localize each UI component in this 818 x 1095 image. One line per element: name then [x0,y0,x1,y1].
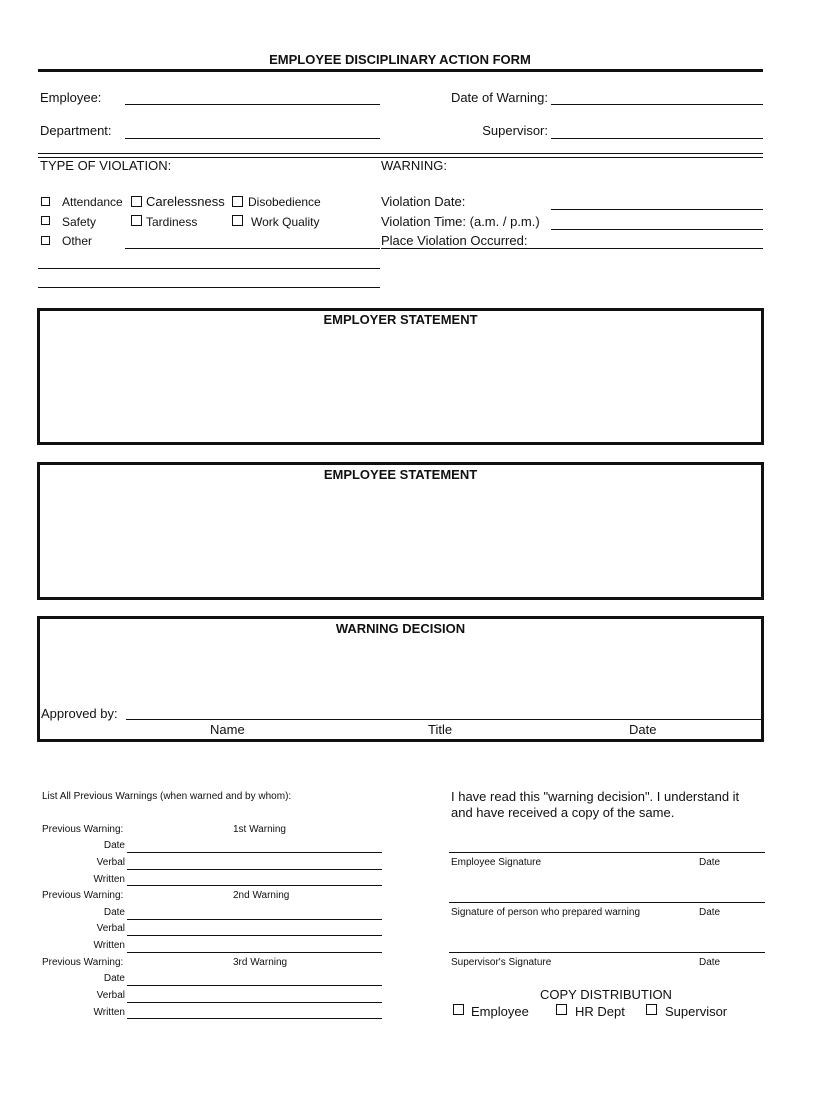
employer-statement-box[interactable] [37,308,764,445]
copy-employee-label: Employee [471,1004,529,1019]
tardiness-label: Tardiness [146,215,198,229]
supervisor-input[interactable] [551,122,761,136]
previous-warning-3-label: Previous Warning: [42,957,124,968]
supervisor-signature-input[interactable] [449,936,763,950]
date-of-warning-label: Date of Warning: [450,90,548,105]
employer-statement-heading: EMPLOYER STATEMENT [323,312,478,327]
warning-1-verbal-label: Verbal [96,857,125,868]
warning-decision-box[interactable] [37,616,764,742]
carelessness-label: Carelessness [146,194,225,209]
warning-3-verbal-line [127,1002,382,1003]
warning-1-date-input[interactable] [127,839,381,852]
acknowledgement-text-2: and have received a copy of the same. [451,805,675,820]
supervisor-signature-date-label: Date [699,957,721,968]
warning-2-date-input[interactable] [127,906,381,919]
tardiness-checkbox[interactable] [131,215,142,226]
previous-warning-1-label: Previous Warning: [42,824,124,835]
previous-warning-2-label: Previous Warning: [42,890,124,901]
warning-3-written-line [127,1018,382,1019]
copy-supervisor-label: Supervisor [665,1004,728,1019]
other-label: Other [62,234,93,248]
safety-label: Safety [62,215,97,229]
copy-supervisor-checkbox[interactable] [646,1004,657,1015]
warning-3-title: 3rd Warning [233,957,288,968]
violation-date-line [551,209,763,210]
warning-2-title: 2nd Warning [233,890,290,901]
warning-1-written-label: Written [93,874,125,885]
employee-signature-line [449,852,765,853]
warning-2-verbal-label: Verbal [96,923,125,934]
employee-input[interactable] [125,89,379,103]
warning-1-written-line [127,885,382,886]
warning-3-date-label: Date [103,973,125,984]
warning-2-written-input[interactable] [127,939,381,952]
warning-1-date-label: Date [103,840,125,851]
violation-time-label: Violation Time: (a.m. / p.m.) [381,214,540,229]
copy-hr-checkbox[interactable] [556,1004,567,1015]
warning-3-verbal-input[interactable] [127,989,381,1002]
preparer-signature-date-label: Date [699,907,721,918]
place-line [551,248,763,249]
disobedience-checkbox[interactable] [232,196,243,207]
other-extra-input-2[interactable] [38,273,379,287]
warning-3-written-label: Written [93,1007,125,1018]
approved-by-input[interactable] [126,704,760,718]
warning-1-verbal-input[interactable] [127,856,381,869]
place-line-left [381,248,551,249]
warning-2-date-line [127,919,382,920]
approved-date-label: Date [629,722,657,737]
warning-2-written-label: Written [93,940,125,951]
warning-3-date-line [127,985,382,986]
work-quality-checkbox[interactable] [232,215,243,226]
date-of-warning-line [551,104,763,105]
employee-line [125,104,380,105]
employee-label: Employee: [40,90,102,105]
title-underline [38,69,763,72]
disobedience-label: Disobedience [248,195,321,209]
violation-date-label: Violation Date: [381,194,466,209]
warning-2-verbal-line [127,935,382,936]
approved-title-label: Title [428,722,453,737]
other-extra-line-2 [38,287,380,288]
violation-time-input[interactable] [551,214,761,228]
form-title: EMPLOYEE DISCIPLINARY ACTION FORM [269,52,531,67]
other-line [125,248,380,249]
warning-1-verbal-line [127,869,382,870]
violation-date-input[interactable] [551,194,761,208]
supervisor-signature-line [449,952,765,953]
preparer-signature-label: Signature of person who prepared warning [451,907,641,918]
warning-3-date-input[interactable] [127,972,381,985]
warning-2-written-line [127,952,382,953]
warning-1-title: 1st Warning [233,824,286,835]
place-input[interactable] [551,233,761,247]
warning-decision-heading: WARNING DECISION [335,621,466,636]
violation-heading: TYPE OF VIOLATION: [40,158,172,173]
other-checkbox[interactable] [41,236,50,245]
safety-checkbox[interactable] [41,216,50,225]
employee-signature-label: Employee Signature [451,857,542,868]
preparer-signature-input[interactable] [449,886,763,900]
approved-name-label: Name [210,722,245,737]
carelessness-checkbox[interactable] [131,196,142,207]
warning-3-written-input[interactable] [127,1005,381,1018]
copy-employee-checkbox[interactable] [453,1004,464,1015]
acknowledgement-text-1: I have read this "warning decision". I understand it [451,789,740,804]
employee-statement-box[interactable] [37,462,764,600]
copy-distribution-heading: COPY DISTRIBUTION [540,987,672,1002]
supervisor-label: Supervisor: [482,123,548,138]
department-label: Department: [40,123,112,138]
other-extra-input-1[interactable] [38,253,379,267]
department-input[interactable] [125,122,379,136]
date-of-warning-input[interactable] [551,89,761,103]
employee-signature-input[interactable] [449,836,763,850]
approved-by-line [126,719,764,720]
violation-time-line [551,229,763,230]
warning-3-verbal-label: Verbal [96,990,125,1001]
previous-warnings-heading: List All Previous Warnings (when warned and by whom): [42,791,292,802]
supervisor-line [551,138,763,139]
section-divider-top [38,153,763,154]
other-extra-line-1 [38,268,380,269]
approved-by-label: Approved by: [41,706,118,721]
warning-2-verbal-input[interactable] [127,922,381,935]
warning-2-date-label: Date [103,907,125,918]
attendance-label: Attendance [62,195,123,209]
preparer-signature-line [449,902,765,903]
employee-signature-date-label: Date [699,857,721,868]
employee-statement-heading: EMPLOYEE STATEMENT [323,467,478,482]
warning-1-date-line [127,852,382,853]
work-quality-label: Work Quality [251,215,320,229]
warning-heading: WARNING: [381,158,447,173]
copy-hr-label: HR Dept [575,1004,625,1019]
supervisor-signature-label: Supervisor's Signature [451,957,552,968]
place-label: Place Violation Occurred: [381,233,528,248]
attendance-checkbox[interactable] [41,197,50,206]
department-line [125,138,380,139]
other-input[interactable] [125,233,379,247]
